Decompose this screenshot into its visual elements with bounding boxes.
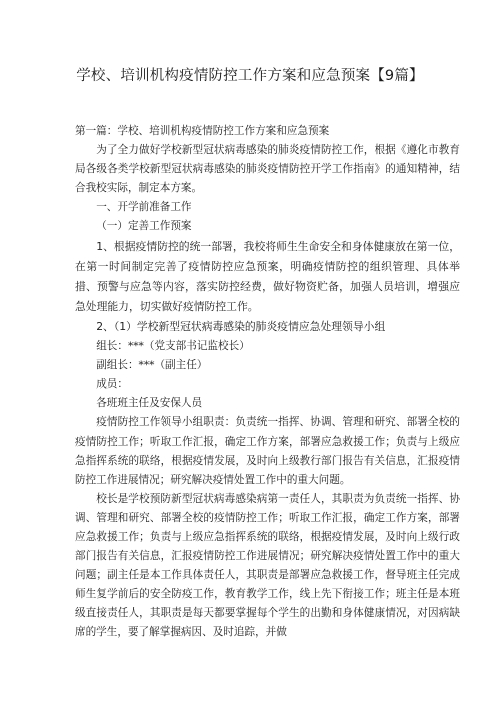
principal-paragraph: 校长是学校预防新型冠状病毒感染病第一责任人，其职责为负责统一指挥、协调、管理和研究、部署全校的疫情防控工作；听取工作汇报，确定工作方案，部署应急救援工作；负责与上级应急指挥系统的联络，根据疫情发展，及时向上级行政部门报告有关信息，汇报疫情防控工作进展情况；研究解决疫情处置工作中的重大问题；副主任是本工作具体责任人，其职责是部署应急救援工作，督导班主任完成师生复学前后的安全防疫工作，教育教学工作，线上先下衔接工作；班主任是本班级直接责任人，其职责是每天都要掌握每个学生的出勤和身体健康情况，对因病缺席的学生，要了解掌握病因、及时追踪，并做 [75,492,460,639]
vice-leader-line: 副组长：***（副主任） [96,359,208,372]
leader-line: 组长：***（党支部书记监校长） [96,340,250,353]
document-body [75,122,460,643]
list-item-heading: 2、（1）学校新型冠状病毒感染的肺炎疫情应急处理领导小组 [96,319,386,333]
subsection-title: （一）定善工作预案 [96,220,192,233]
section-title: 一、开学前准备工作 [96,201,192,214]
paragraph: 为了全力做好学校新型冠状病毒感染的肺炎疫情防控工作，根据《遵化市教育局各级各类学校新型冠状病毒感染的肺炎疫情防控开学工作指南》的通知精神，结合我校实际，制定本方案。 [75,144,460,195]
duty-paragraph: 疫情防控工作领导小组职责：负责统一指挥、协调、管理和研究、部署全校的疫情防控工作；听取工作汇报，确定工作方案，部署应急救援工作；负责与上级应急指挥系统的联络，根据疫情发展，及时向上级教行部门报告有关信息，汇报疫情防控工作进展情况；研究解决疫情处置工作中的重大问题。 [75,416,460,486]
paragraph [75,237,460,317]
members-list: 各班班主任及安保人员 [96,397,203,410]
section-heading: 第一篇：学校、培训机构疫情防控工作方案和应急预案 [75,125,330,137]
members-label: 成员： [96,378,128,391]
document-title: 学校、培训机构疫情防控工作方案和应急预案【9篇】 [76,68,424,84]
list-item: 1、根据疫情防控的统一部署，我校将师生生命安全和身体健康放在第一位，在第一时间制定完善了疫情防控应急预案，明确疫情防控的组织管理、具体举措、预警与应急等内容，落实防控经费，做好物资贮备，加强人员培训，增强应急处理能力，切实做好疫情防控工作。 [75,239,460,313]
